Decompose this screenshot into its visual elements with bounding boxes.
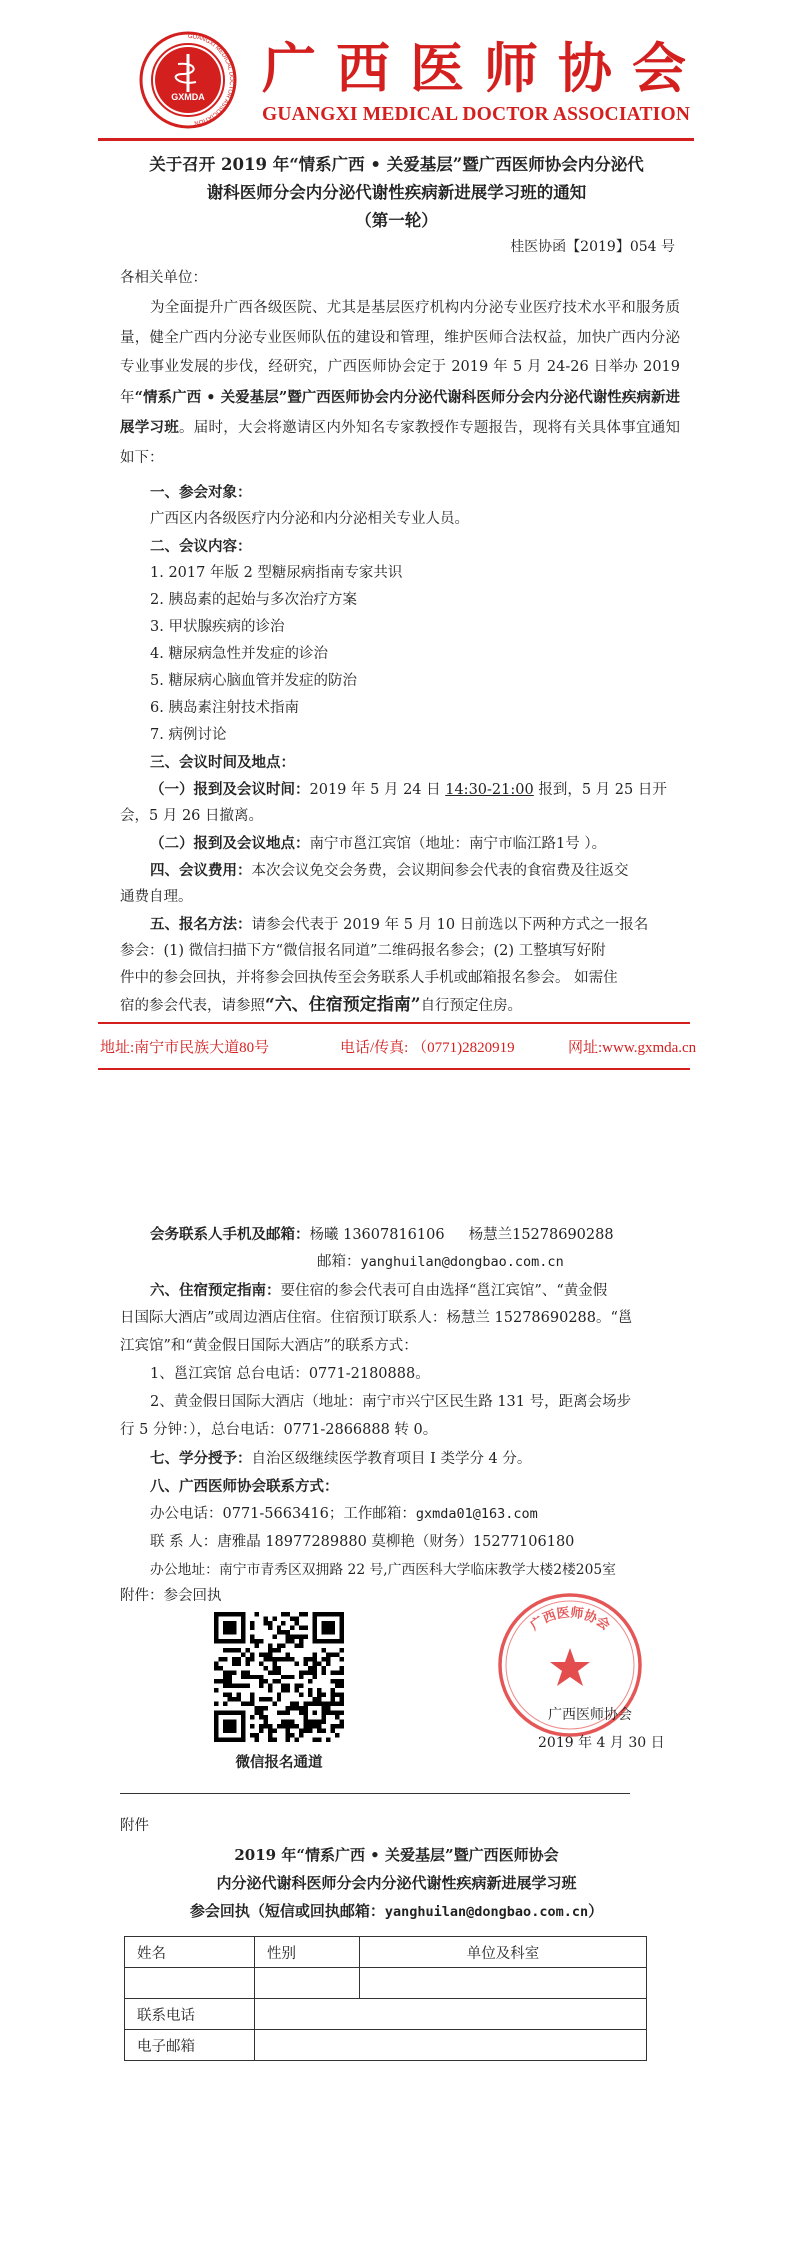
receipt-close: ） <box>588 1902 604 1920</box>
section-5-line-2: 参会：(1) 微信扫描下方“微信报名同道”二维码报名参会；(2) 工整填写好附 <box>120 943 606 959</box>
doc-ref: 桂医协函【2019】054 号 <box>510 239 675 255</box>
attachment-note: 附件：参会回执 <box>120 1588 222 1604</box>
time-date: 2019 年 5 月 24 日 <box>309 782 446 798</box>
section-5-ref-bold: “六、住宿预定指南” <box>265 995 421 1015</box>
intro-paragraph <box>120 294 680 473</box>
time-label: （一）报到及会议时间： <box>150 781 310 798</box>
signature-org: 广西医师协会 <box>548 1707 632 1723</box>
section-5 <box>150 910 710 940</box>
intro-text: 为全面提升广西各级医院、尤其是基层医疗机构内分泌专业医疗技术水平和服务质量，健全广西内分泌专业医师队伍的建设和管理，维护医师合法权益，加快广西内分泌专业事业发展的步伐，经研究，广西医师协会定于 2019 年 5 月 24-26 日举办 2019 年 <box>120 300 680 406</box>
table-row <box>125 1968 647 1999</box>
email-label-cell: 电子邮箱 <box>125 2030 255 2061</box>
hotel-1: 1、邕江宾馆 总台电话：0771-2180888。 <box>150 1366 430 1382</box>
phone-cell[interactable] <box>255 1999 647 2030</box>
section-6-heading: 六、住宿预定指南： <box>150 1282 281 1299</box>
section-1-heading: 一、参会对象： <box>150 484 252 501</box>
section-5-ref-a: 宿的参会代表，请参照 <box>120 998 265 1014</box>
section-4 <box>150 856 710 886</box>
section-5-line-3: 件中的参会回执，并将参会回执传至会务联系人手机或邮箱报名参会。 如需住 <box>120 970 618 986</box>
place-text: 南宁市邕江宾馆（地址：南宁市临江路1号 ）。 <box>309 836 607 852</box>
section-3-place <box>150 829 710 859</box>
section-4-cont: 通费自理。 <box>120 889 193 905</box>
section-5-text: 请参会代表于 2019 年 5 月 10 日前选以下两种方式之一报名 <box>251 917 649 933</box>
intro-text-tail: 。届时，大会将邀请区内外知名专家教授作专题报告，现将有关具体事宜通知如下： <box>120 420 681 466</box>
gender-cell[interactable] <box>255 1968 360 1999</box>
wechat-qr-code[interactable] <box>214 1612 344 1742</box>
section-7 <box>150 1444 710 1474</box>
office-email[interactable]: gxmda01@163.com <box>415 1506 538 1522</box>
section-6-line-3: 江宾馆”和“黄金假日国际大酒店”的联系方式： <box>120 1338 418 1354</box>
list-item: 7. 病例讨论 <box>150 727 227 743</box>
section-4-text: 本次会议免交会务费，会议期间参会代表的食宿费及往返交 <box>251 863 629 879</box>
contact-label: 会务联系人手机及邮箱： <box>150 1226 310 1243</box>
header-gender: 性别 <box>255 1937 360 1968</box>
time-hours: 14:30-21:00 <box>445 782 534 798</box>
contact-1: 杨曦 13607816106 <box>309 1227 445 1243</box>
attachment-title-2: 内分泌代谢科医师分会内分泌代谢性疾病新进展学习班 <box>216 1874 577 1892</box>
logo-text: GXMDA <box>171 92 205 102</box>
table-row <box>125 2030 647 2061</box>
section-8-heading: 八、广西医师协会联系方式： <box>150 1478 339 1495</box>
office-address: 办公地址：南宁市青秀区双拥路 22 号,广西医科大学临床教学大楼2楼205室 <box>150 1562 616 1578</box>
attachment-title-1: 2019 年“情系广西 • 关爱基层”暨广西医师协会 <box>234 1846 559 1864</box>
logo-ring-text: GUANGXI MEDICAL DOCTOR ASSOCIATION <box>187 33 235 126</box>
list-item: 1. 2017 年版 2 型糖尿病指南专家共识 <box>150 565 403 581</box>
section-6-text: 要住宿的参会代表可自由选择“邕江宾馆”、“黄金假 <box>280 1283 608 1299</box>
signature-date: 2019 年 4 月 30 日 <box>538 1735 665 1751</box>
section-3-time-cont: 会，5 月 26 日撤离。 <box>120 808 264 824</box>
contact-2: 杨慧兰15278690288 <box>468 1227 614 1243</box>
section-3-time <box>150 775 710 805</box>
notice-title-2: 谢科医师分会内分泌代谢性疾病新进展学习班的通知 <box>206 183 587 202</box>
header-rule <box>98 138 694 141</box>
qr-caption: 微信报名通道 <box>235 1754 323 1771</box>
table-row <box>125 1937 647 1968</box>
header-unit: 单位及科室 <box>360 1937 647 1968</box>
attachment-label: 附件 <box>120 1818 149 1834</box>
section-7-text: 自治区级继续医学教育项目 I 类学分 4 分。 <box>251 1451 532 1467</box>
footer-website[interactable]: 网址:www.gxmda.cn <box>568 1040 697 1056</box>
notice-title-3: （第一轮） <box>355 211 438 230</box>
contact-email[interactable]: yanghuilan@dongbao.com.cn <box>360 1254 564 1270</box>
list-item: 5. 糖尿病心脑血管并发症的防治 <box>150 673 357 689</box>
notice-title-1: 关于召开 2019 年“情系广西 • 关爱基层”暨广西医师协会内分泌代 <box>149 155 644 174</box>
time-tail: 报到，5 月 25 日开 <box>533 782 667 798</box>
table-row <box>125 1999 647 2030</box>
section-2-heading: 二、会议内容： <box>150 538 252 555</box>
phone-label: 联系电话 <box>125 1999 255 2030</box>
org-name-en: GUANGXI MEDICAL DOCTOR ASSOCIATION <box>262 104 691 125</box>
receipt-table <box>124 1936 647 2061</box>
org-name-cn: 广西医师协会 <box>262 36 706 100</box>
footer-address: 地址:南宁市民族大道80号 <box>100 1040 270 1056</box>
section-5-line-4 <box>120 991 680 1021</box>
list-item: 6. 胰岛素注射技术指南 <box>150 700 299 716</box>
section-6-line-2: 日国际大酒店”或周边酒店住宿。住宿预订联系人：杨慧兰 15278690288。“邕 <box>120 1310 633 1326</box>
email-label: 邮箱： <box>317 1254 361 1270</box>
divider <box>120 1793 630 1794</box>
email-line <box>317 1248 793 1277</box>
unit-cell[interactable] <box>360 1968 647 1999</box>
office-contacts: 联 系 人：唐雅晶 18977289880 莫柳艳（财务）15277106180 <box>150 1534 575 1550</box>
list-item: 4. 糖尿病急性并发症的诊治 <box>150 646 328 662</box>
header-name: 姓名 <box>125 1937 255 1968</box>
section-4-heading: 四、会议费用： <box>150 862 252 879</box>
name-cell[interactable] <box>125 1968 255 1999</box>
list-item: 2. 胰岛素的起始与多次治疗方案 <box>150 592 357 608</box>
contact-line <box>150 1220 710 1250</box>
hotel-2-cont: 行 5 分钟：），总台电话：0771-2866888 转 0。 <box>120 1422 438 1438</box>
section-5-ref-c: 自行预定住房。 <box>420 998 523 1014</box>
section-3-heading: 三、会议时间及地点： <box>150 754 295 771</box>
receipt-email[interactable]: yanghuilan@dongbao.com.cn <box>384 1904 589 1920</box>
seal-text: 广西医师协会 <box>527 1605 613 1634</box>
section-1-text: 广西区内各级医疗内分泌和内分泌相关专业人员。 <box>150 511 469 527</box>
intro-event-name: “情系广西 • 关爱基层”暨广西医师协会内分泌代谢科医师分会内分泌代谢性疾病新进展学习班 <box>120 388 681 436</box>
hotel-2: 2、黄金假日国际大酒店（地址：南宁市兴宁区民生路 131 号，距离会场步 <box>150 1394 632 1410</box>
place-label: （二）报到及会议地点： <box>150 835 310 852</box>
attachment-title-3 <box>100 1896 693 1927</box>
receipt-title: 参会回执（短信或回执邮箱： <box>189 1902 385 1920</box>
footer-phone: 电话/传真: （0771)2820919 <box>340 1040 515 1056</box>
email-cell[interactable] <box>255 2030 647 2061</box>
section-6 <box>150 1276 710 1306</box>
section-7-heading: 七、学分授予： <box>150 1450 252 1467</box>
office-line <box>150 1500 710 1529</box>
list-item: 3. 甲状腺疾病的诊治 <box>150 619 285 635</box>
office-phone: 办公电话：0771-5663416；工作邮箱： <box>150 1506 416 1522</box>
gxmda-logo-icon <box>138 30 238 130</box>
section-5-heading: 五、报名方法： <box>150 916 252 933</box>
salutation: 各相关单位： <box>120 270 207 286</box>
